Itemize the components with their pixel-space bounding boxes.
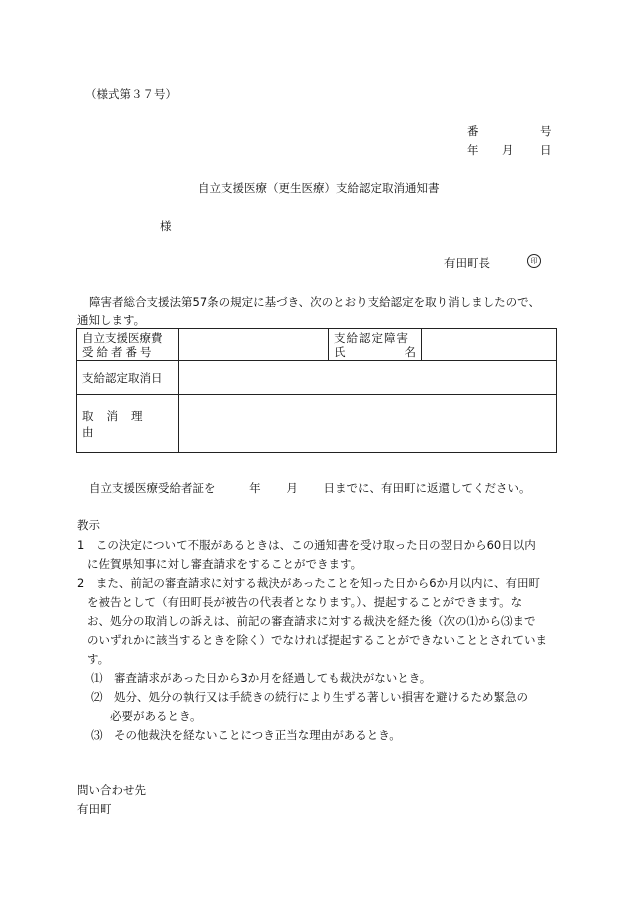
note-2-line-5: す。 [87,652,110,666]
notes-body [77,536,557,745]
recipient-number-label [77,329,179,361]
cancel-date-label: 支給認定取消日 [77,361,179,395]
form-number: （様式第３７号） [85,87,177,101]
note-2-line-4: のいずれかに該当するときを除く）でなければ提起することができないこととされていま [87,633,547,647]
recipient-number-label-line2: 受給者番号 [82,344,155,359]
addressee-suffix: 様 [160,219,172,233]
contact-town: 有田町 [77,802,112,816]
notes-heading: 教示 [77,518,100,532]
certified-person-label-line2 [334,345,416,359]
number-label: 番 [467,124,479,138]
return-notice-suffix: 日までに、有田町に返還してください。 [323,481,531,495]
table-row [77,329,557,361]
intro-line-1: 障害者総合支援法第57条の規定に基づき、次のとおり支給認定を取り消しましたので、 [89,295,540,309]
recipient-number-label-line1: 自立支援医療費 [82,330,163,345]
certified-person-label-line1: 支給認定障害 [334,330,409,345]
note-2-sub-1: ⑴ 審査請求があった日から3か月を経過しても裁決がないとき。 [91,671,432,685]
cancel-reason-value[interactable] [179,395,557,453]
return-month-label: 月 [286,481,298,495]
number-suffix: 号 [540,124,552,138]
seal-mark: 印 [527,254,541,268]
note-2-line-3: お、処分の取消しの訴えは、前記の審査請求に対する裁決を経た後（次の⑴から⑶まで [87,614,536,628]
return-year-label: 年 [249,481,261,495]
certified-person-label [329,329,422,361]
certified-person-value[interactable] [422,329,557,361]
recipient-number-value[interactable] [179,329,329,361]
date-day-label: 日 [540,143,552,157]
intro-line-2: 通知します。 [77,313,146,327]
note-1-line-1: 1 この決定について不服があるときは、この通知書を受け取った日の翌日から60日以内 [77,538,536,552]
note-2-line-1: 2 また、前記の審査請求に対する裁決があったことを知った日から6か月以内に、有田町 [77,576,541,590]
return-notice [89,480,530,496]
date-year-label: 年 [467,143,479,157]
note-1-line-2: に佐賀県知事に対し審査請求をすることができます。 [87,557,363,571]
date-month-label: 月 [502,143,514,157]
return-notice-prefix: 自立支援医療受給者証を [89,481,216,495]
name-label-a: 氏 [334,344,346,359]
note-2-sub-2-line-2: 必要があるとき。 [110,709,202,723]
table-row [77,395,557,453]
name-label-b: 名 [404,344,416,359]
note-2-line-2: を被告として（有田町長が被告の代表者となります。）、提起することができます。な [87,595,523,609]
table-row [77,361,557,395]
cancel-date-value[interactable] [179,361,557,395]
note-2-sub-3: ⑶ その他裁決を経ないことにつき正当な理由があるとき。 [91,728,401,742]
issuer-name: 有田町長 [444,256,490,270]
contact-heading: 問い合わせ先 [77,783,146,797]
note-2-sub-2-line-1: ⑵ 処分、処分の執行又は手続きの続行により生ずる著しい損害を避けるため緊急の [91,690,528,704]
cancel-reason-label: 取消理由 [77,395,179,453]
info-table [76,328,557,453]
document-title: 自立支援医療（更生医療）支給認定取消通知書 [198,181,440,195]
